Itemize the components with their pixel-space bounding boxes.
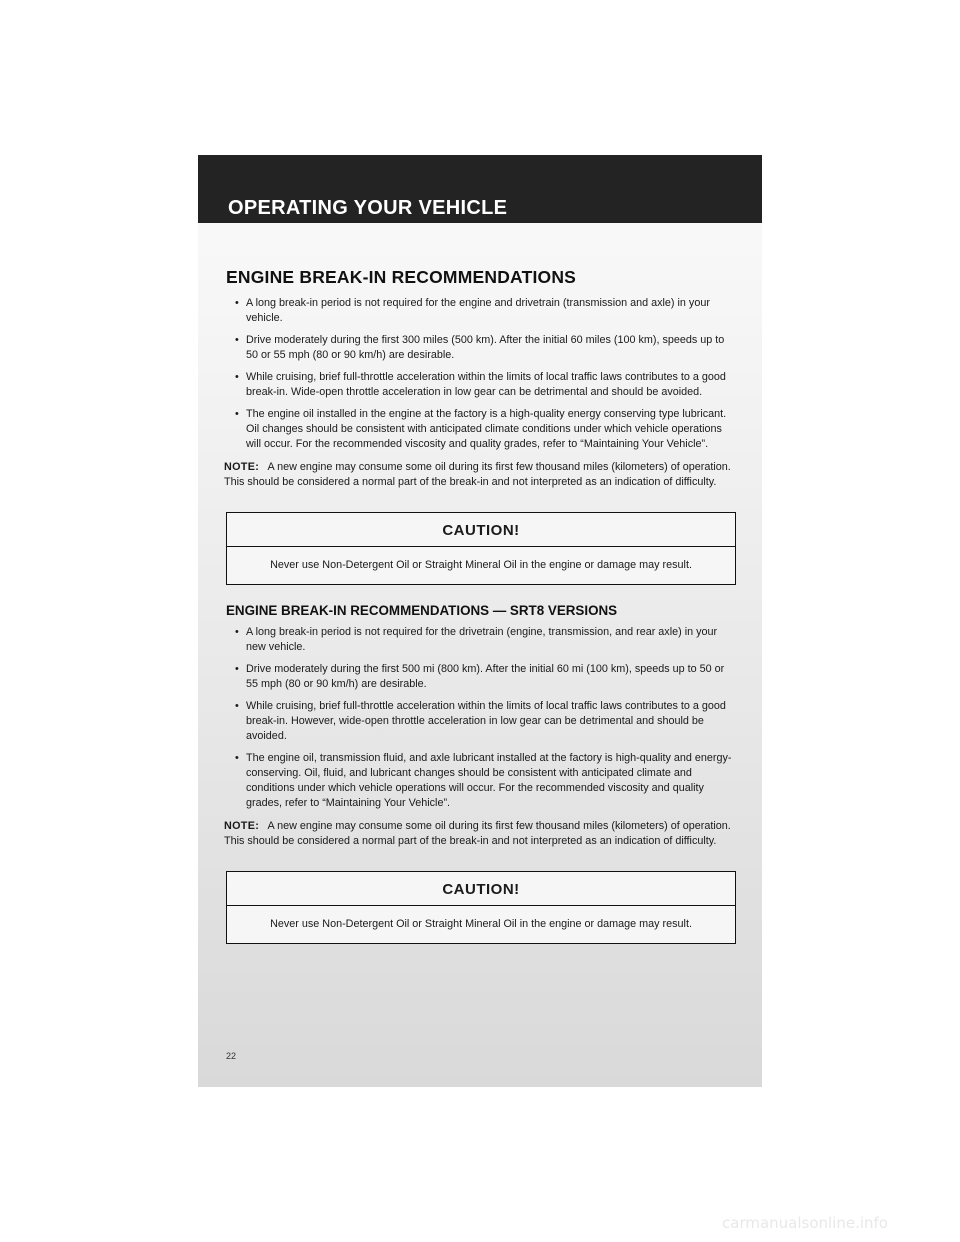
bullet-list — [226, 625, 736, 811]
caution-box — [226, 512, 736, 585]
bullet-icon: • — [235, 371, 239, 383]
list-item: • The engine oil, transmission fluid, and axle lubricant installed at the factory is high-quality and energy-conserving. Oil, fluid, and lubricant changes should be consistent with anticipated climate and conditions under which vehicle operations will occur. For the recommended viscosity and quality grades, refer to “Maintaining Your Vehicle”. — [235, 752, 732, 809]
list-item: • A long break-in period is not required for the engine and drivetrain (transmission and axle) in your vehicle. — [235, 297, 710, 324]
bullet-icon: • — [235, 334, 239, 346]
note-text: A new engine may consume some oil during its first few thousand miles (kilometers) of operation. This should be considered a normal part of the break-in and not interpreted as an indication of difficulty. — [224, 461, 731, 488]
list-item: • The engine oil installed in the engine at the factory is a high-quality energy conserving type lubricant. Oil changes should be consistent with anticipated climate conditions under which vehicle operations will occur. For the recommended viscosity and quality grades, refer to “Maintaining Your Vehicle”. — [235, 408, 727, 450]
list-item: • While cruising, brief full-throttle acceleration within the limits of local traffic laws contributes to a good break-in. However, wide-open throttle acceleration in low gear can be detrimental and should be avoided. — [235, 700, 726, 742]
bullet-icon: • — [235, 752, 239, 764]
note-paragraph — [224, 460, 736, 490]
bullet-list — [226, 296, 736, 452]
note-paragraph — [224, 819, 736, 849]
caution-box — [226, 871, 736, 944]
caution-title: CAUTION! — [227, 872, 735, 906]
bullet-icon: • — [235, 408, 239, 420]
subsection-title: ENGINE BREAK-IN RECOMMENDATIONS — SRT8 VERSIONS — [226, 603, 618, 618]
header-bar — [198, 155, 762, 223]
bullet-icon: • — [235, 663, 239, 675]
manual-page — [198, 155, 762, 1087]
caution-text: Never use Non-Detergent Oil or Straight Mineral Oil in the engine or damage may result. — [270, 918, 692, 930]
bullet-icon: • — [235, 700, 239, 712]
header-title: OPERATING YOUR VEHICLE — [228, 197, 508, 219]
bullet-icon: • — [235, 626, 239, 638]
watermark: carmanualsonline.info — [722, 1214, 888, 1232]
list-item: • Drive moderately during the first 500 mi (800 km). After the initial 60 mi (100 km), speeds up to 50 or 55 mph (80 or 90 km/h) are desirable. — [235, 663, 725, 690]
list-item: • While cruising, brief full-throttle acceleration within the limits of local traffic laws contributes to a good break-in. Wide-open throttle acceleration in low gear can be detrimental and should be avoided. — [235, 371, 726, 398]
note-text: A new engine may consume some oil during its first few thousand miles (kilometers) of operation. This should be considered a normal part of the break-in and not interpreted as an indication of difficulty. — [224, 820, 731, 847]
page-number: 22 — [226, 1051, 237, 1061]
note-label: NOTE: — [224, 461, 260, 473]
caution-title: CAUTION! — [227, 513, 735, 547]
note-label: NOTE: — [224, 820, 260, 832]
page-content — [226, 267, 736, 944]
list-item: • Drive moderately during the first 300 miles (500 km). After the initial 60 miles (100 km), speeds up to 50 or 55 mph (80 or 90 km/h) are desirable. — [235, 334, 725, 361]
section-title: ENGINE BREAK-IN RECOMMENDATIONS — [226, 267, 577, 287]
caution-text: Never use Non-Detergent Oil or Straight Mineral Oil in the engine or damage may result. — [270, 559, 692, 571]
list-item: • A long break-in period is not required for the drivetrain (engine, transmission, and rear axle) in your new vehicle. — [235, 626, 718, 653]
bullet-icon: • — [235, 297, 239, 309]
